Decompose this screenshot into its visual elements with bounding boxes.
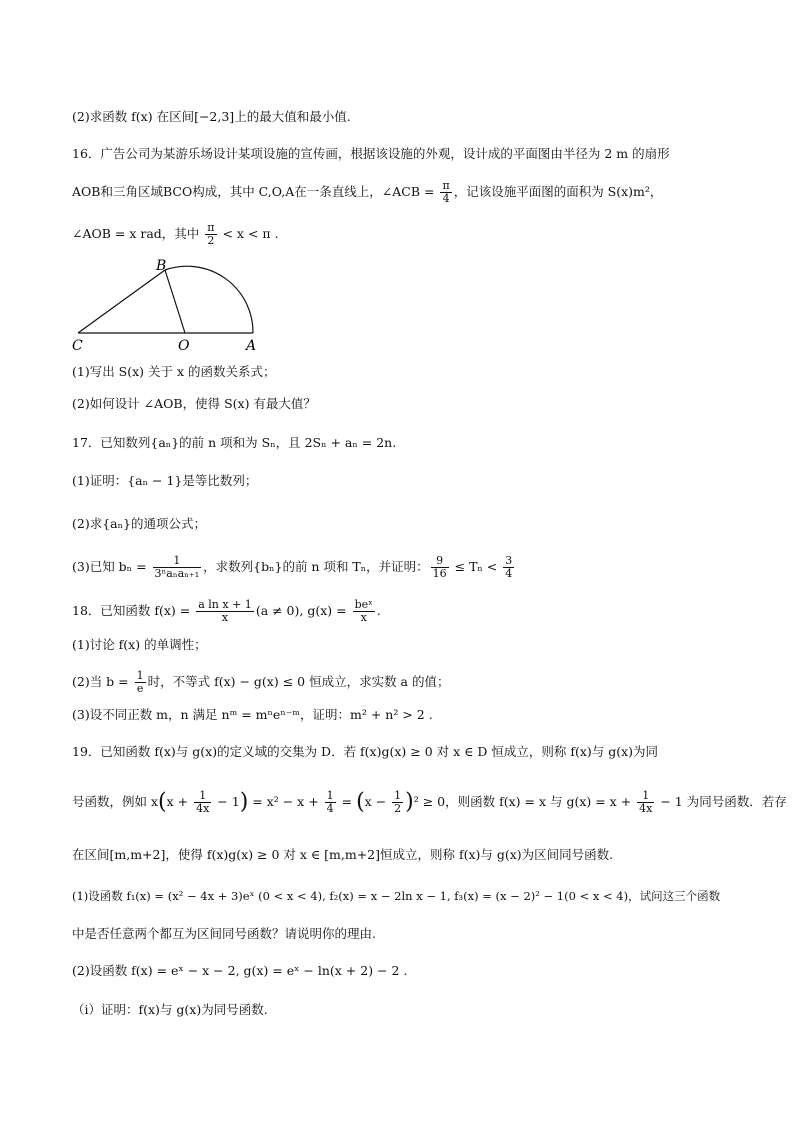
text: . [376,603,381,618]
fraction: $\frac{\pi}{2}$ [207,221,215,247]
fraction: $\frac{\text{beˣ}}{x}$ [354,598,373,624]
q18-stem [72,599,381,624]
label-A: A [246,338,257,352]
q16-stem-line3 [72,222,279,247]
q16-stem-line2 [72,180,662,205]
label-C: C [72,338,83,352]
q18-part3: (3)设不同正数 m，n 满足 nᵐ = mⁿeⁿ⁻ᵐ，证明：m² + n² > 2 . [72,707,433,722]
q19-stem-line3: 在区间[m,m+2]，使得 f(x)g(x) ≥ 0 对 x ∈ [m,m+2]恒成立，则称 f(x)与 g(x)为区间同号函数. [72,847,614,862]
q16-text: ，记该设施平面图的面积为 S(x)m²， [453,184,663,199]
fraction: $\frac{9}{16}$ [432,554,447,580]
q16-text: ∠AOB = x rad，其中 [72,226,204,241]
text: = [337,794,357,809]
fraction: $\frac{1}{4x}$ [639,789,653,815]
fraction: $\frac{1}{e}$ [136,669,144,695]
text: 时，不等式 f(x) − g(x) ≤ 0 恒成立，求实数 a 的值； [147,674,450,689]
arc-AB [165,266,253,333]
text: x + [166,794,193,809]
segment-CB [78,270,165,333]
fraction: $\frac{\pi}{4}$ [442,179,450,205]
q17-part1: (1)证明：{aₙ − 1}是等比数列； [72,473,258,488]
q16-text: < x < π . [218,226,279,241]
fraction: $\frac{\text{a ln x + 1}}{x}$ [198,598,252,624]
fraction: $\frac{1}{2}$ [394,789,402,815]
q16-part1: (1)写出 S(x) 关于 x 的函数关系式； [72,364,276,379]
label-O: O [178,338,190,352]
q18-part2 [72,670,449,695]
text: − 1 [213,794,240,809]
q17-part2: (2)求{aₙ}的通项公式； [72,516,206,531]
text: − 1 为同号函数．若存 [656,794,787,809]
text: (2)当 b = [72,674,133,689]
text: 18．已知函数 f(x) = [72,603,195,618]
text: ≤ Tₙ < [450,559,502,574]
text: ² ≥ 0，则函数 f(x) = x 与 g(x) = x + [413,794,636,809]
q17-part3 [72,555,516,580]
text: 号函数，例如 x [72,794,159,809]
q15-part2: (2)求函数 f(x) 在区间[−2,3]上的最大值和最小值. [72,109,351,124]
q16-part2: (2)如何设计 ∠AOB，使得 S(x) 有最大值？ [72,396,316,411]
fraction: $\frac{1}{\text{3ⁿaₙaₙ₊₁}}$ [154,554,200,580]
fraction: $\frac{1}{4}$ [326,789,334,815]
q16-stem-line1: 16．广告公司为某游乐场设计某项设施的宣传画，根据该设施的外观，设计成的平面图由半径为 2 m 的扇形 [72,146,670,161]
text: (a ≠ 0), g(x) = [255,603,351,618]
q17-stem: 17．已知数列{aₙ}的前 n 项和为 Sₙ，且 2Sₙ + aₙ = 2n. [72,435,397,450]
fraction: $\frac{1}{4x}$ [196,789,210,815]
segment-BO [165,270,185,333]
q19-part2: (2)设函数 f(x) = eˣ − x − 2, g(x) = eˣ − ln(x + 2) − 2 . [72,963,408,978]
fraction: $\frac{3}{4}$ [505,554,513,580]
q19-stem-line2: 号函数，例如 x(x + $\frac{1}{4x}$ − 1) = x² − x + $\frac{1}{4}$ = (x − $\frac{1}{2}$ )² ≥ 0，则函数 f(x) = x 与 g(x) = x + $\frac{1}{4x}$ − 1 为同号函数．若存 [72,789,787,815]
label-B: B [156,258,167,274]
text: (3)已知 bₙ = [72,559,151,574]
sector-triangle-figure [70,256,270,352]
q16-text: AOB和三角区域BCO构成，其中 C,O,A在一条直线上，∠ACB = [72,184,439,199]
q19-part1-line2: 中是否任意两个都互为区间同号函数？请说明你的理由. [72,926,376,941]
q19-stem-line1: 19．已知函数 f(x)与 g(x)的定义域的交集为 D．若 f(x)g(x) ≥ 0 对 x ∈ D 恒成立，则称 f(x)与 g(x)为同 [72,744,659,759]
text: = x² − x + [248,794,323,809]
q19-part1-line1: (1)设函数 f₁(x) = (x² − 4x + 3)eˣ (0 < x < 4), f₂(x) = x − 2ln x − 1, f₃(x) = (x − 2)² − 1(0 < x < 4)，试问这三个函数 [72,889,721,903]
text: ，求数列{bₙ}的前 n 项和 Tₙ，并证明： [203,559,429,574]
text: x − [364,794,391,809]
q18-part1: (1)讨论 f(x) 的单调性； [72,637,207,652]
q19-part2-i: （ⅰ）证明：f(x)与 g(x)为同号函数. [72,1002,268,1017]
